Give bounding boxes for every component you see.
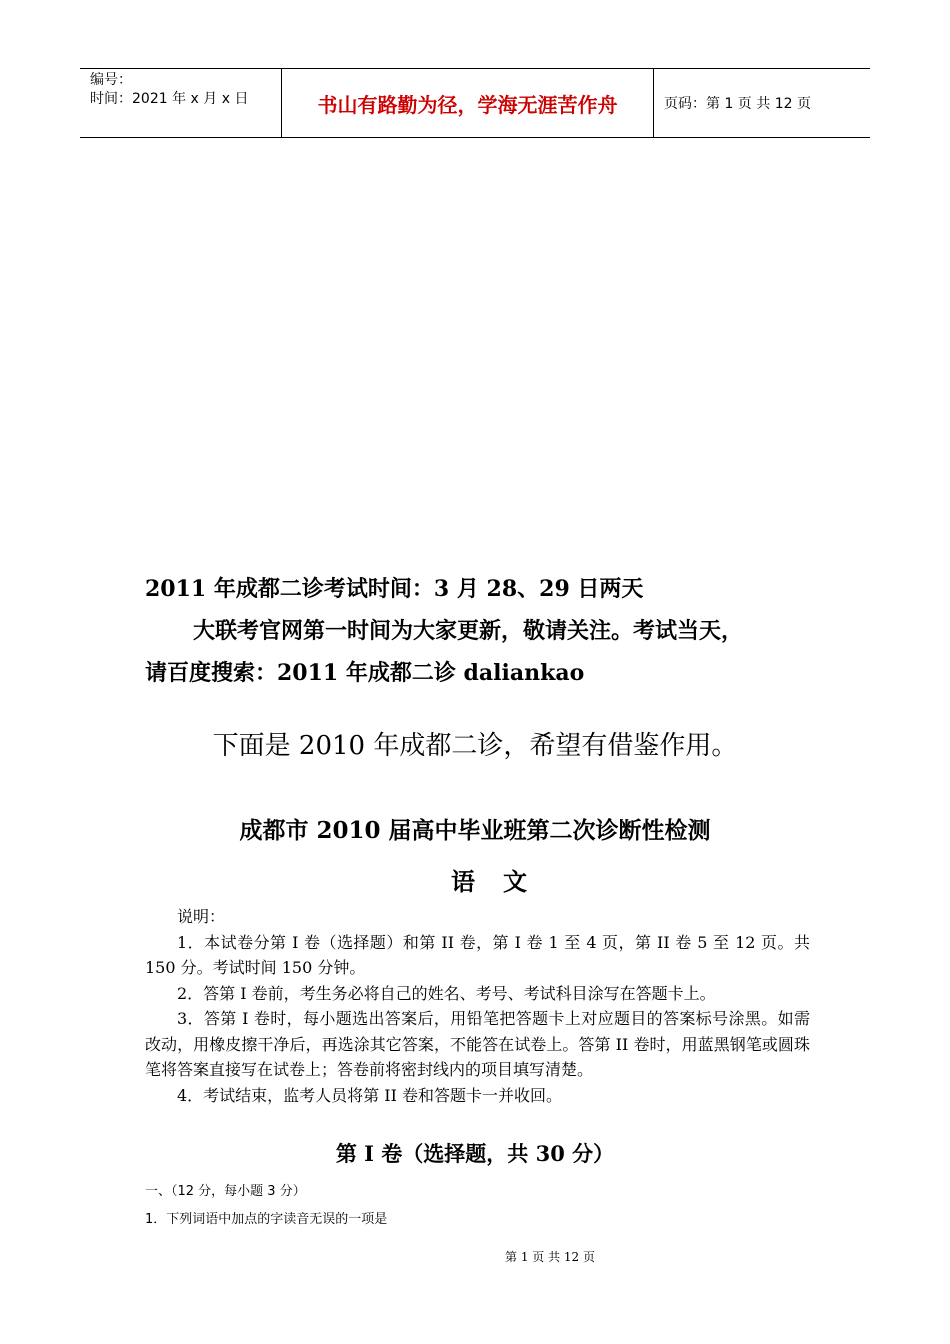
notice-line-2: 大联考官网第一时间为大家更新，敬请关注。考试当天， bbox=[193, 618, 744, 644]
intro-text: 下面是 2010 年成都二诊，希望有借鉴作用。 bbox=[212, 731, 738, 761]
exam-instructions bbox=[145, 904, 810, 1108]
header-motto: 书山有路勤为径，学海无涯苦作舟 bbox=[281, 69, 654, 137]
note-item: 2．答第 I 卷前，考生务必将自己的姓名、考号、考试科目涂写在答题卡上。 bbox=[177, 983, 716, 1003]
note-item: 3．答第 I 卷时，每小题选出答案后，用铅笔把答题卡上对应题目的答案标号涂黑。如需改动，用橡皮擦干净后，再选涂其它答案，不能答在试卷上。答第 II 卷时，用蓝黑钢笔或圆珠笔将答案直接写在试卷上；答卷前将密封线内的项目填写清楚。 bbox=[145, 1009, 810, 1079]
notice-line-3: 请百度搜索：2011 年成都二诊 daliankao bbox=[145, 660, 585, 686]
code-label: 编号： bbox=[90, 72, 132, 88]
question-block bbox=[145, 1178, 845, 1234]
note-item: 1．本试卷分第 I 卷（选择题）和第 II 卷，第 I 卷 1 至 4 页，第 II 卷 5 至 12 页。共 150 分。考试时间 150 分钟。 bbox=[145, 932, 810, 977]
part-heading: 一、（12 分，每小题 3 分） bbox=[145, 1184, 306, 1199]
exam-title: 成都市 2010 届高中毕业班第二次诊断性检测 bbox=[239, 817, 711, 844]
exam-subject: 语文 bbox=[451, 867, 555, 896]
page-footer: 第 1 页 共 12 页 bbox=[505, 1250, 595, 1264]
exam-notice bbox=[145, 568, 845, 694]
notice-line-1: 2011 年成都二诊考试时间：3 月 28、29 日两天 bbox=[145, 576, 644, 602]
date-label: 时间：2021 年 x 月 x 日 bbox=[90, 91, 249, 107]
section-title: 第 I 卷（选择题，共 30 分） bbox=[335, 1141, 615, 1166]
header-page-number: 页码：第 1 页 共 12 页 bbox=[664, 96, 811, 112]
notes-heading: 说明： bbox=[177, 907, 226, 926]
question-1: 1．下列词语中加点的字读音无误的一项是 bbox=[145, 1212, 388, 1227]
note-item: 4．考试结束，监考人员将第 II 卷和答题卡一并收回。 bbox=[177, 1085, 562, 1105]
page-header bbox=[80, 68, 870, 138]
header-meta bbox=[80, 69, 281, 137]
